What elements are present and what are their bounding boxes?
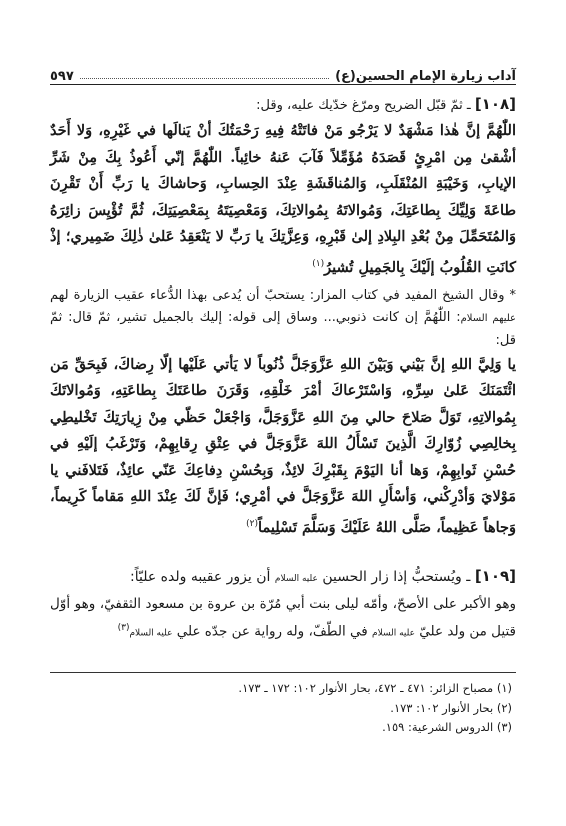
running-header: [50, 62, 516, 85]
footnote-ref-1: (١): [312, 258, 325, 269]
salutation-symbol: عليهم السلام: [460, 312, 516, 324]
supplication-1-body: اللّٰهُمَّ إنَّ هٰذا مَشْهَدٌ لا يَرْجُو مَنْ فاتَتْهُ فِيهِ رَحْمَتُكَ أنْ يَنالَها في غَيْرِهِ، وَلا أَحَدٌ أشْقىٰ مِن امْرِئٍ قَصَدَهُ مُؤَمِّلاً فَآبَ عَنهُ خائِباً. اللّٰهُمَّ إنّي أَعُوذُ بِكَ مِنْ شَرِّ الإيابِ، وَخَيْبَةِ المُنْقَلَبِ، وَالمُناقَشَةِ عِنْدَ الحِسابِ، وَحاشاكَ يا رَبِّ أَنْ تَقْرِنَ طاعَةَ وَلِيِّكَ بِطاعَتِكَ، وَمُوالاتَهُ بِمُوالاتِكَ، وَمَعْصِيَتَهُ بِمَعْصِيَتِكَ، ثُمَّ تُؤْيِسَ زائِرَهُ وَالمُتَحَمِّلَ مِنْ بُعْدِ البِلادِ إلىٰ قَبْرِهِ، وَعِزَّتِكَ يا رَبِّ لا يَنْعَقِدُ عَلىٰ ذٰلِكَ ضَمِيري؛ إذْ كانَتِ القُلُوبُ إلَيْكَ بِالجَمِيلِ تُشيرُ: [50, 122, 516, 276]
header-dot-leader: [80, 78, 329, 79]
section-number-108: [١٠٨]: [474, 95, 516, 113]
header-title: آداب زيارة الإمام الحسين(ع): [335, 69, 516, 84]
footnote-1: (١) مصباح الزائر: ٤٧١ ـ ٤٧٢، بحار الأنوار ١٠٢: ١٧٢ ـ ١٧٣.: [238, 681, 512, 695]
text-salutation-symbol-1: عليه السلام: [372, 628, 415, 639]
supplication-text-1: [50, 118, 516, 281]
section-109-body-mid: في الطّفّ، وله رواية عن جدّه علي: [176, 623, 368, 640]
footnotes: [50, 672, 516, 738]
page-number: ٥٩٧: [50, 69, 74, 84]
text-salutation-symbol-2: عليه السلام: [129, 628, 173, 639]
narration-text-cont: : اللّٰهُمَّ إن كانت ذنوبي... وساق إلى قوله: إليك بالجميل تشير، ثمّ قال: ثمّ قل:: [50, 309, 516, 348]
footnote-ref-3: (٣): [117, 623, 130, 634]
page-body: [50, 92, 516, 646]
section-109-text: [50, 592, 516, 646]
narration-text: * وقال الشيخ المفيد في كتاب المزار: يستحبّ أن يُدعى بهذا الدُّعاء عقيب الزيارة لهم: [50, 287, 516, 303]
section-number-109: [١٠٩]: [474, 567, 516, 586]
section-108-intro: [50, 92, 516, 118]
supplication-text-2: [50, 352, 516, 541]
section-109-title-end: أن يزور عقيبه ولده عليّاً:: [130, 569, 271, 586]
footnote-ref-2: (٢): [246, 518, 259, 529]
section-108-instruction: ـ ثمّ قبّل الضريح ومرّغ خدّيك عليه، وقل:: [256, 98, 471, 113]
supplication-2-body: يا وَلِيَّ اللهِ إنَّ بَيْني وَبَيْنَ اللهِ عَزَّوَجَلَّ ذُنُوباً لا يَأتي عَلَيْها إلّا رِضاكَ، فَبِحَقِّ مَن ائْتَمَنَكَ عَلىٰ سِرِّهِ، وَاسْتَرْعاكَ أمْرَ خَلْقِهِ، وَقَرَنَ طاعَتَكَ بِطاعَتِهِ، وَمُوالاتَكَ بِمُوالاتِهِ، تَوَلَّ صَلاحَ حالي مِنَ اللهِ عَزَّوَجَلَّ، وَاجْعَلْ حَظّي مِنْ زِيارَتِكَ تَخْليطِي بِخالِصِي زُوّارِكَ الَّذِينَ تَسْأَلُ اللهَ عَزَّوَجَلَّ في عِتْقِ رِقابِهِمْ، وَتَرْغَبُ إلَيْهِ في حُسْنِ ثَوابِهِمْ، وَها أنا اليَوْمَ بِقَبْرِكَ لائِذٌ، وَبِحُسْنِ دِفاعِكَ عَنّي عائِذٌ، فَتَلافَني يا مَوْلايَ وَأدْرِكْني، وَأسْأَلِ اللهَ عَزَّوَجَلَّ في أمْرِي؛ فَإنَّ لَكَ عِنْدَ اللهِ مَقاماً كَرِيماً، وَجاهاً عَظِيماً، صَلَّى اللهُ عَلَيْكَ وَسَلَّمَ تَسْلِيماً: [50, 355, 516, 536]
section-109-title: ـ ويُستحبُّ إذا زار الحسين: [322, 569, 471, 586]
section-109-body: وهو الأكبر على الأصحّ، وأمّه ليلى بنت أبي مُرّة بن عروة بن مسعود الثقفيّ، وهو أوّل قتيل من ولد عليّ: [50, 596, 516, 640]
section-109-heading: [50, 563, 516, 592]
footnote-2: (٢) بحار الأنوار ١٠٢: ١٧٣.: [390, 700, 512, 715]
title-salutation-symbol: عليه السلام: [274, 574, 318, 585]
mufid-narration: [50, 285, 516, 352]
footnote-3: (٣) الدروس الشرعية: ١٥٩.: [382, 720, 512, 734]
